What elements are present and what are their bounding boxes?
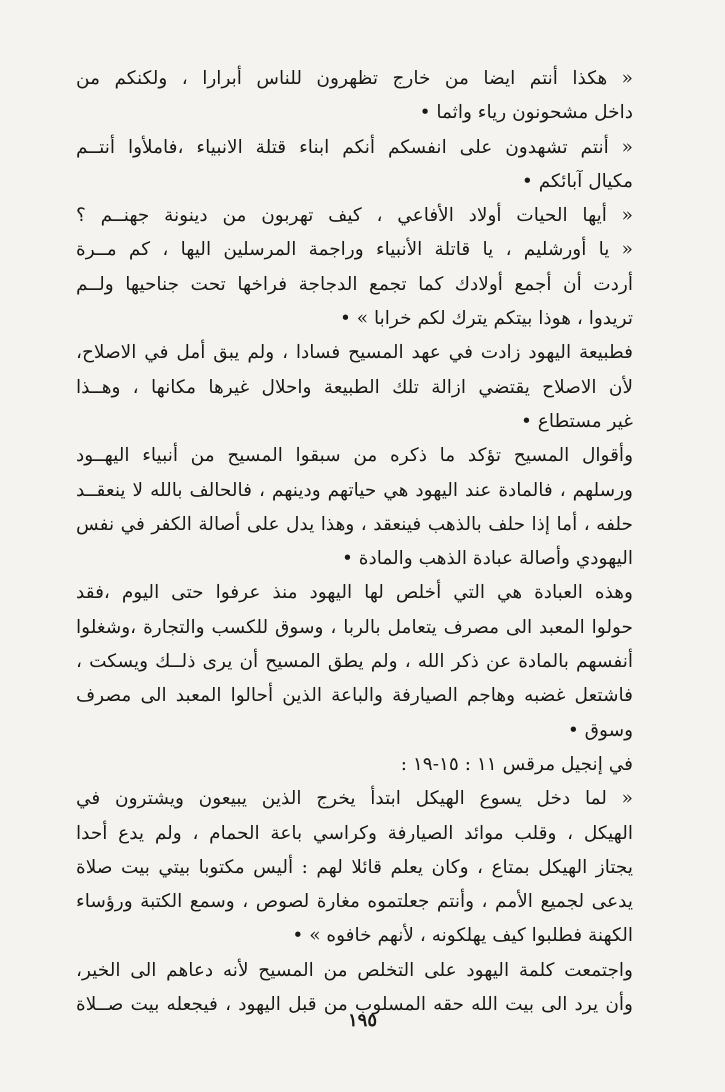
page-number: ١٩٥ <box>347 1010 377 1031</box>
text-line: الهيكل ، وقلب موائد الصيارفة وكراسي باعة الحمام ، ولم يدع أحدا <box>76 822 633 844</box>
text-line: « أيها الحيات أولاد الأفاعي ، كيف تهربون من دينونة جهنــم ؟ <box>76 205 633 227</box>
text-line: داخل مشحونون رياء واثما • <box>419 102 633 124</box>
text-line: « أنتم تشهدون على انفسكم أنكم ابناء قتلة الانبياء ،فاملأوا أنتــم <box>76 136 633 158</box>
text-line: الكهنة فطلبوا كيف يهلكونه ، لأنهم خافوه » • <box>292 925 633 947</box>
text-line: أردت أن أجمع أولادك كما تجمع الدجاجة فراخها تحت جناحيها ولــم <box>76 273 633 295</box>
text-line: اليهودي وأصالة عبادة الذهب والمادة • <box>341 548 633 570</box>
text-line: فطبيعة اليهود زادت في عهد المسيح فسادا ، ولم يبق أمل في الاصلاح، <box>76 342 633 364</box>
text-line: ورسلهم ، فالمادة عند اليهود هي حياتهم ودينهم ، فالحالف بالله لا ينعقــد <box>76 479 633 501</box>
text-line: غير مستطاع • <box>521 410 633 432</box>
text-line: وسوق • <box>567 719 633 741</box>
text-line: وأقوال المسيح تؤكد ما ذكره من سبقوا المسيح من أنبياء اليهــود <box>76 445 633 467</box>
text-line: حولوا المعبد الى مصرف يتعامل بالربا ، وسوق للكسب والتجارة ،وشغلوا <box>76 616 633 638</box>
text-line: مكيال آبائكم • <box>521 170 633 192</box>
text-line: تريدوا ، هوذا بيتكم يترك لكم خرابا » • <box>340 308 633 330</box>
text-line: واجتمعت كلمة اليهود على التخلص من المسيح لأنه دعاهم الى الخير، <box>76 959 633 981</box>
text-line: لأن الاصلاح يقتضي ازالة تلك الطبيعة واحلال غيرها مكانها ، وهــذا <box>76 376 633 398</box>
text-line: يدعى لجميع الأمم ، وأنتم جعلتموه مغارة لصوص ، وسمع الكتبة ورؤساء <box>76 891 633 913</box>
text-line: « هكذا أنتم ايضا من خارج تظهرون للناس أبرارا ، ولكنكم من <box>76 68 633 89</box>
text-line: يجتاز الهيكل بمتاع ، وكان يعلم قائلا لهم : أليس مكتوبا بيتي بيت صلاة <box>76 856 633 878</box>
text-line: فاشتعل غضبه وهاجم الصيارفة والباعة الذين أحالوا المعبد الى مصرف <box>76 685 633 707</box>
text-line: وهذه العبادة هي التي أخلص لها اليهود منذ عرفوا حتى اليوم ،فقد <box>76 582 633 604</box>
scripture-reference: في إنجيل مرقس ١١ : ١٥-١٩ : <box>400 753 633 775</box>
text-line: وأن يرد الى بيت الله حقه المسلوب من قبل اليهود ، فيجعله بيت صــلاة <box>76 994 633 1016</box>
text-line: أنفسهم بالمادة عن ذكر الله ، ولم يطق المسيح أن يرى ذلــك ويسكت ، <box>76 651 633 673</box>
text-line: حلفه ، أما إذا حلف بالذهب فينعقد ، وهذا يدل على أصالة الكفر في نفس <box>76 513 633 535</box>
text-line: « يا أورشليم ، يا قاتلة الأنبياء وراجمة المرسلين اليها ، كم مــرة <box>76 239 633 261</box>
text-line: « لما دخل يسوع الهيكل ابتدأ يخرج الذين يبيعون ويشترون في <box>76 788 633 810</box>
